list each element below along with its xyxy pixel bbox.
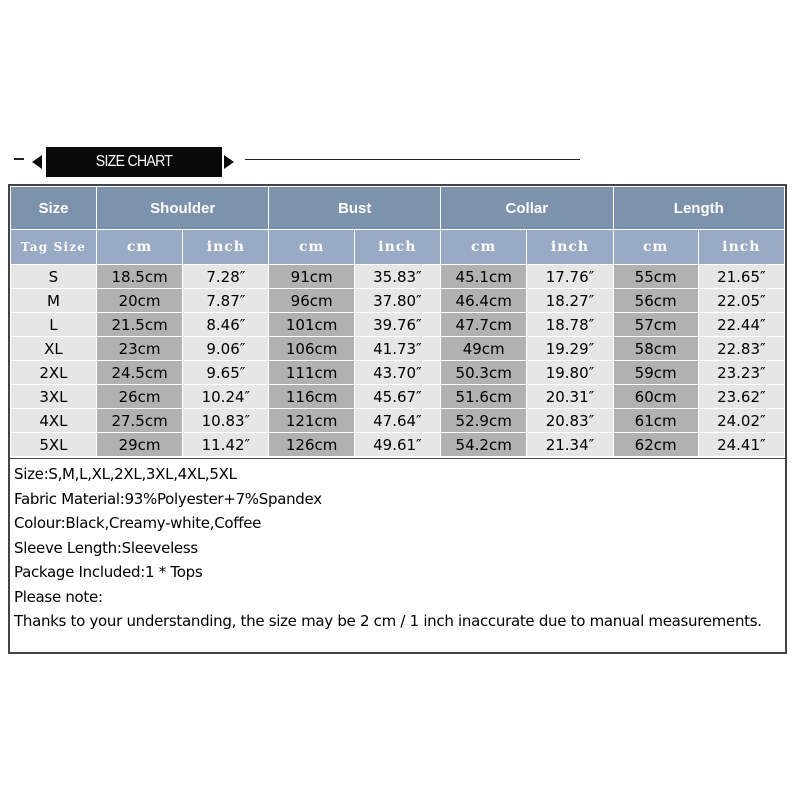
shoulder-cm: 23cm	[96, 337, 182, 361]
shoulder-inch: 9.65″	[183, 361, 269, 385]
length-inch: 21.65″	[698, 265, 784, 289]
shoulder-inch: 11.42″	[183, 433, 269, 457]
size-chart-header	[0, 140, 800, 180]
size-label: XL	[11, 337, 97, 361]
collar-cm: 49cm	[441, 337, 527, 361]
header-tag-size: Tag Size	[11, 230, 97, 265]
bust-inch: 43.70″	[354, 361, 440, 385]
shoulder-inch: 10.24″	[183, 385, 269, 409]
unit-cm: cm	[613, 230, 698, 265]
size-table-frame	[8, 184, 787, 654]
note-please-note: Please note:	[14, 587, 103, 606]
collar-inch: 18.27″	[527, 289, 613, 313]
length-cm: 61cm	[613, 409, 698, 433]
shoulder-inch: 10.83″	[183, 409, 269, 433]
length-cm: 58cm	[613, 337, 698, 361]
bust-cm: 111cm	[269, 361, 354, 385]
collar-cm: 46.4cm	[441, 289, 527, 313]
length-inch: 24.02″	[698, 409, 784, 433]
length-cm: 55cm	[613, 265, 698, 289]
table-divider	[10, 458, 785, 459]
collar-cm: 47.7cm	[441, 313, 527, 337]
size-label: 2XL	[11, 361, 97, 385]
note-measurement-disclaimer: Thanks to your understanding, the size may be 2 cm / 1 inch inaccurate due to manual measurements.	[14, 612, 762, 630]
collar-cm: 54.2cm	[441, 433, 527, 457]
unit-cm: cm	[96, 230, 182, 265]
collar-inch: 17.76″	[527, 265, 613, 289]
shoulder-cm: 26cm	[96, 385, 182, 409]
length-inch: 23.62″	[698, 385, 784, 409]
header-shoulder: Shoulder	[96, 187, 269, 230]
shoulder-cm: 24.5cm	[96, 361, 182, 385]
length-inch: 22.44″	[698, 313, 784, 337]
banner-right-notch	[224, 155, 234, 169]
size-label: S	[11, 265, 97, 289]
collar-inch: 18.78″	[527, 313, 613, 337]
note-sizes: Size:S,M,L,XL,2XL,3XL,4XL,5XL	[14, 465, 237, 483]
bust-inch: 49.61″	[354, 433, 440, 457]
table-row	[11, 265, 785, 289]
bust-inch: 37.80″	[354, 289, 440, 313]
shoulder-cm: 29cm	[96, 433, 182, 457]
table-row	[11, 409, 785, 433]
unit-inch: inch	[527, 230, 613, 265]
product-notes	[14, 462, 784, 634]
length-cm: 62cm	[613, 433, 698, 457]
shoulder-cm: 27.5cm	[96, 409, 182, 433]
collar-cm: 50.3cm	[441, 361, 527, 385]
note-package: Package Included:1 * Tops	[14, 563, 203, 581]
unit-cm: cm	[269, 230, 354, 265]
length-inch: 22.83″	[698, 337, 784, 361]
unit-inch: inch	[354, 230, 440, 265]
bust-cm: 121cm	[269, 409, 354, 433]
header-size: Size	[11, 187, 97, 230]
collar-inch: 19.29″	[527, 337, 613, 361]
length-cm: 59cm	[613, 361, 698, 385]
unit-header-row	[11, 230, 785, 265]
header-length: Length	[613, 187, 784, 230]
shoulder-inch: 9.06″	[183, 337, 269, 361]
note-sleeve: Sleeve Length:Sleeveless	[14, 538, 198, 557]
collar-inch: 20.83″	[527, 409, 613, 433]
size-label: M	[11, 289, 97, 313]
size-chart-title: SIZE CHART	[95, 153, 173, 170]
shoulder-cm: 20cm	[96, 289, 182, 313]
shoulder-inch: 7.28″	[183, 265, 269, 289]
table-row	[11, 289, 785, 313]
collar-inch: 21.34″	[527, 433, 613, 457]
shoulder-cm: 18.5cm	[96, 265, 182, 289]
collar-cm: 51.6cm	[441, 385, 527, 409]
bust-cm: 101cm	[269, 313, 354, 337]
note-colour: Colour:Black,Creamy-white,Coffee	[14, 514, 262, 532]
bust-cm: 106cm	[269, 337, 354, 361]
length-inch: 23.23″	[698, 361, 784, 385]
collar-cm: 52.9cm	[441, 409, 527, 433]
bust-inch: 45.67″	[354, 385, 440, 409]
size-label: 5XL	[11, 433, 97, 457]
size-table-body	[11, 265, 785, 457]
length-cm: 56cm	[613, 289, 698, 313]
bust-cm: 116cm	[269, 385, 354, 409]
header-bust: Bust	[269, 187, 441, 230]
table-row	[11, 337, 785, 361]
banner-left-notch	[32, 155, 42, 169]
unit-cm: cm	[441, 230, 527, 265]
table-row	[11, 385, 785, 409]
length-inch: 22.05″	[698, 289, 784, 313]
size-chart-banner	[46, 147, 222, 177]
bust-cm: 96cm	[269, 289, 354, 313]
shoulder-cm: 21.5cm	[96, 313, 182, 337]
table-row	[11, 313, 785, 337]
bust-cm: 126cm	[269, 433, 354, 457]
size-label: 4XL	[11, 409, 97, 433]
table-row	[11, 433, 785, 457]
bust-inch: 35.83″	[354, 265, 440, 289]
shoulder-inch: 8.46″	[183, 313, 269, 337]
table-row	[11, 361, 785, 385]
length-cm: 57cm	[613, 313, 698, 337]
bust-inch: 41.73″	[354, 337, 440, 361]
size-label: 3XL	[11, 385, 97, 409]
dash-decoration	[14, 158, 24, 160]
unit-inch: inch	[183, 230, 269, 265]
bust-cm: 91cm	[269, 265, 354, 289]
note-fabric: Fabric Material:93%Polyester+7%Spandex	[14, 489, 322, 508]
bust-inch: 47.64″	[354, 409, 440, 433]
collar-inch: 19.80″	[527, 361, 613, 385]
header-rule	[245, 159, 580, 160]
size-label: L	[11, 313, 97, 337]
size-table	[10, 186, 785, 457]
bust-inch: 39.76″	[354, 313, 440, 337]
collar-cm: 45.1cm	[441, 265, 527, 289]
group-header-row	[11, 187, 785, 230]
collar-inch: 20.31″	[527, 385, 613, 409]
shoulder-inch: 7.87″	[183, 289, 269, 313]
length-inch: 24.41″	[698, 433, 784, 457]
unit-inch: inch	[698, 230, 784, 265]
length-cm: 60cm	[613, 385, 698, 409]
header-collar: Collar	[441, 187, 614, 230]
